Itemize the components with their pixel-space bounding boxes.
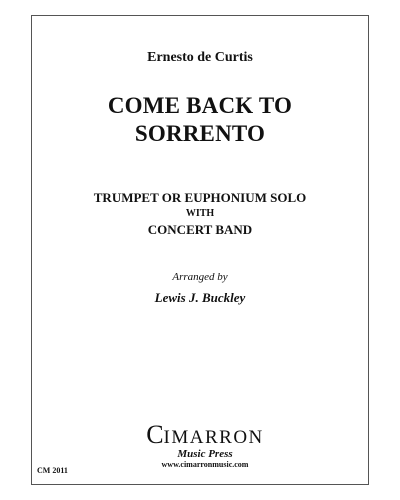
publisher-name-rest: IMARRON [163,427,264,448]
title-line-2: SORRENTO [134,121,266,146]
publisher-logo [140,420,270,470]
instrumentation-line-1: TRUMPET OR EUPHONIUM SOLO [93,190,307,205]
cover-border [31,15,369,485]
publisher-url: www.cimarronmusic.com [161,460,249,469]
instrumentation [31,189,369,239]
composer-name: Ernesto de Curtis [147,50,253,65]
title-line-1: COME BACK TO [107,93,293,118]
arranger-name: Lewis J. Buckley [154,290,246,305]
arranged-by-label: Arranged by [172,271,228,283]
instrumentation-line-2: WITH [185,208,215,219]
instrumentation-line-3: CONCERT BAND [147,222,253,237]
publisher-initial: C [146,420,164,449]
piece-title [31,92,369,148]
publisher-name [140,420,270,449]
publisher-tagline: Music Press [177,448,233,460]
catalog-number: CM 2011 [37,466,68,475]
